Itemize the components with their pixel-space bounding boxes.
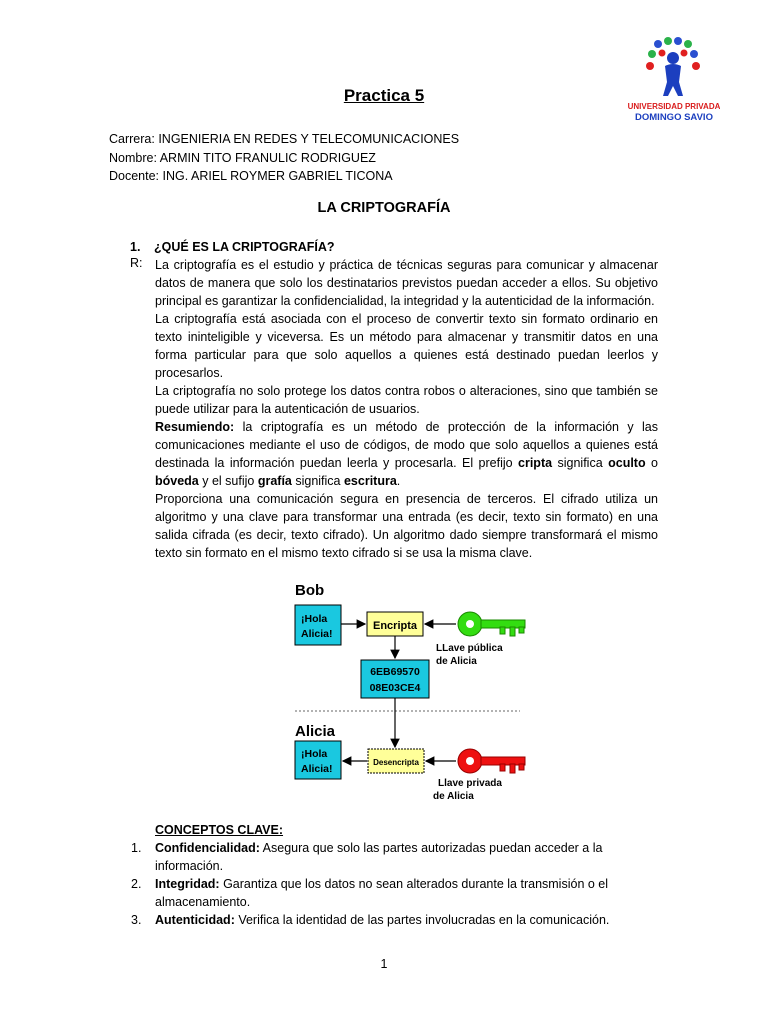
concept-desc: Verifica la identidad de las partes involucradas en la comunicación. [234,913,610,927]
question-number: 1. [130,240,141,254]
answer-paragraph-5: Proporciona una comunicación segura en presencia de terceros. El cifrado utiliza un algoritmo y una clave para transformar una entrada (es decir, texto sin formato) en una salida cifrada (es decir, texto cifrado). Un algoritmo dado siempre transformará el mismo texto sin formato en el mismo texto cifrado si se usa la misma clave. [155,492,658,560]
summary-text-3: o [645,456,658,470]
message-top-line1: ¡Hola [301,613,328,625]
message-bottom-line1: ¡Hola [301,748,328,760]
decrypt-label: Desencripta [373,758,419,767]
term-boveda: bóveda [155,474,199,488]
question-text: ¿QUÉ ES LA CRIPTOGRAFÍA? [154,240,335,254]
summary-label: Resumiendo: [155,420,235,434]
logo-text-line2: DOMINGO SAVIO [635,112,713,123]
student-info [109,130,459,186]
section-title: LA CRIPTOGRAFÍA [317,200,451,216]
public-key-line2: de Alicia [436,656,477,667]
summary-text-6: . [396,474,401,488]
concept-desc: Garantiza que los datos no sean alterados durante la transmisión o el almacenamiento. [155,877,609,909]
concept-number: 3. [131,913,142,927]
concepts-list [131,840,651,931]
logo-text-line1: UNIVERSIDAD PRIVADA [628,102,720,111]
cipher-line2: 08E03CE4 [369,682,421,694]
message-bottom-line2: Alicia! [301,763,333,775]
concept-number: 2. [131,877,142,891]
answer-body [155,256,658,562]
answer-paragraph-3: La criptografía no solo protege los datos contra robos o alteraciones, sino que también se puede utilizar para la autenticación de usuarios. [155,384,658,416]
answer-paragraph-4 [155,418,658,490]
concept-number: 1. [131,841,142,855]
concept-term: Confidencialidad: [155,841,260,855]
docente-line: Docente: ING. ARIEL ROYMER GABRIEL TICONA [109,169,393,183]
concept-desc: Asegura que solo las partes autorizadas puedan acceder a la información. [155,841,603,873]
summary-text-2: significa [552,456,609,470]
term-oculto: oculto [608,456,646,470]
encrypt-label: Encripta [372,620,418,632]
bob-label: Bob [295,582,325,599]
answer-paragraph-2: La criptografía está asociada con el proceso de convertir texto sin formato ordinario en texto ininteligible y viceversa. Es un método para almacenar y transmitir datos en una forma particular para que solo aquellos a quienes está destinado puedan leerlos y procesarlos. [155,312,658,380]
concept-item [131,840,651,875]
answer-label: R: [130,256,143,270]
term-cripta: cripta [518,456,553,470]
concepts-title: CONCEPTOS CLAVE: [155,823,284,837]
concept-term: Integridad: [155,877,220,891]
term-escritura: escritura [343,474,397,488]
summary-text-5: significa [291,474,344,488]
summary-text-1: la criptografía es un método de protección de la información y las comunicaciones mediante el uso de códigos, de modo que solo aquellos a quienes está destinada la información puedan leerla y procesarla. El prefijo [155,420,658,470]
message-top-line2: Alicia! [301,628,333,640]
page-number: 1 [380,957,388,971]
summary-text-4: y el sufijo [198,474,258,488]
concept-item [131,876,651,911]
concept-item [131,912,651,930]
page-title: Practica 5 [343,86,425,105]
concept-term: Autenticidad: [155,913,235,927]
answer-paragraph-1: La criptografía es el estudio y práctica de técnicas seguras para comunicar y almacenar datos de manera que solo los destinatarios previstos puedan acceder a ellos. Su objetivo principal es garantizar la confidencialidad, la integridad y la autenticidad de la información. [155,258,658,308]
public-key-icon [458,612,525,636]
nombre-line: Nombre: ARMIN TITO FRANULIC RODRIGUEZ [109,150,376,165]
question-heading [130,240,335,254]
university-logo [628,36,720,126]
private-key-line2: de Alicia [433,791,474,800]
cipher-line1: 6EB69570 [370,666,420,678]
encryption-diagram [288,578,538,800]
term-grafia: grafía [257,474,292,488]
carrera-line: Carrera: INGENIERIA EN REDES Y TELECOMUNICACIONES [109,132,460,146]
private-key-line1: Llave privada [438,778,502,789]
private-key-icon [458,749,525,773]
alicia-label: Alicia [295,723,336,740]
public-key-line1: LLave pública [436,643,503,654]
